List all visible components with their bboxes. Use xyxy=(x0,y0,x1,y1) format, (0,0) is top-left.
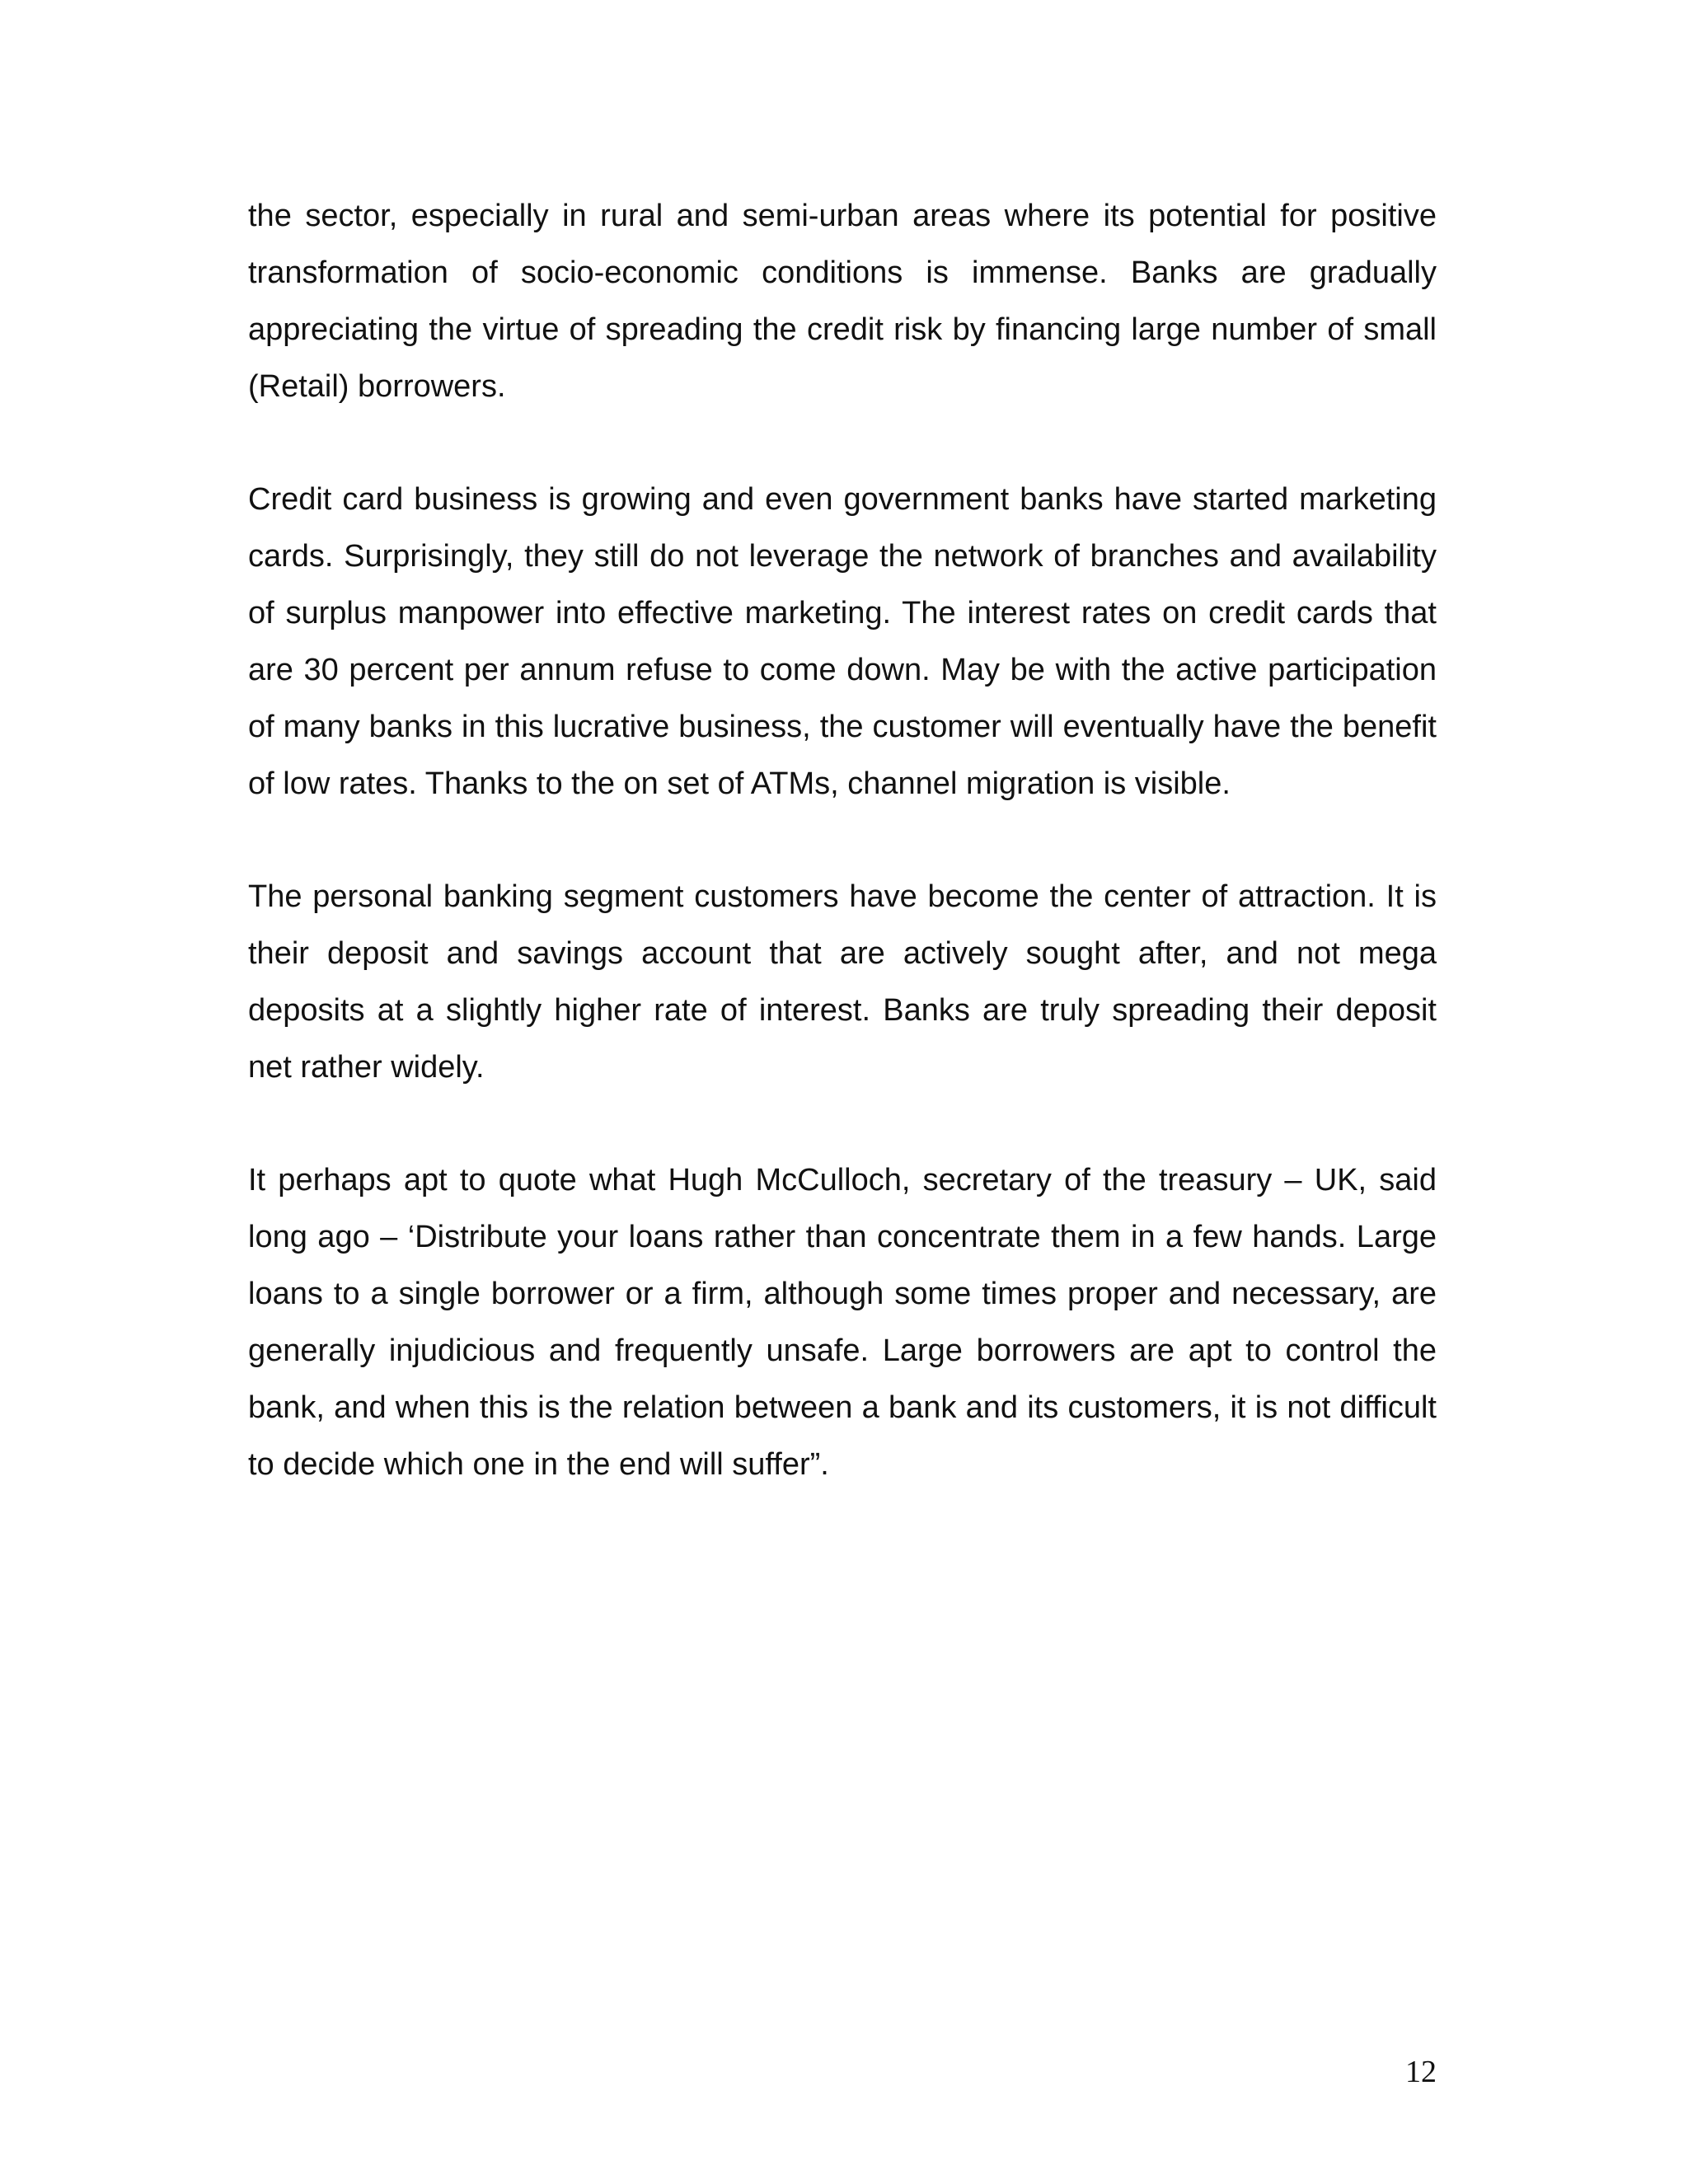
paragraph-3: The personal banking segment customers have become the center of attraction. It is their deposit and savings account that are actively sought after, and not mega deposits at a slightly higher rate of interest. Banks are truly spreading their deposit net rather widely. xyxy=(248,879,1437,1085)
body-text xyxy=(248,188,1437,1549)
paragraph-1: the sector, especially in rural and semi-urban areas where its potential for positive transformation of socio-economic conditions is immense. Banks are gradually appreciating the virtue of spreading the credit risk by financing large number of small (Retail) borrowers. xyxy=(248,199,1437,404)
page-number: 12 xyxy=(1405,2055,1437,2089)
paragraph-4: It perhaps apt to quote what Hugh McCulloch, secretary of the treasury – UK, said long ago – ‘Distribute your loans rather than concentrate them in a few hands. Large loans to a single borrower or a firm, although some times proper and necessary, are generally injudicious and frequently unsafe. Large borrowers are apt to control the bank, and when this is the relation between a bank and its customers, it is not difficult to decide which one in the end will suffer”. xyxy=(248,1163,1437,1482)
paragraph-2: Credit card business is growing and even government banks have started marketing cards. Surprisingly, they still do not leverage the network of branches and availability of surplus manpower into effective marketing. The interest rates on credit cards that are 30 percent per annum refuse to come down. May be with the active participation of many banks in this lucrative business, the customer will eventually have the benefit of low rates. Thanks to the on set of ATMs, channel migration is visible. xyxy=(248,482,1437,801)
